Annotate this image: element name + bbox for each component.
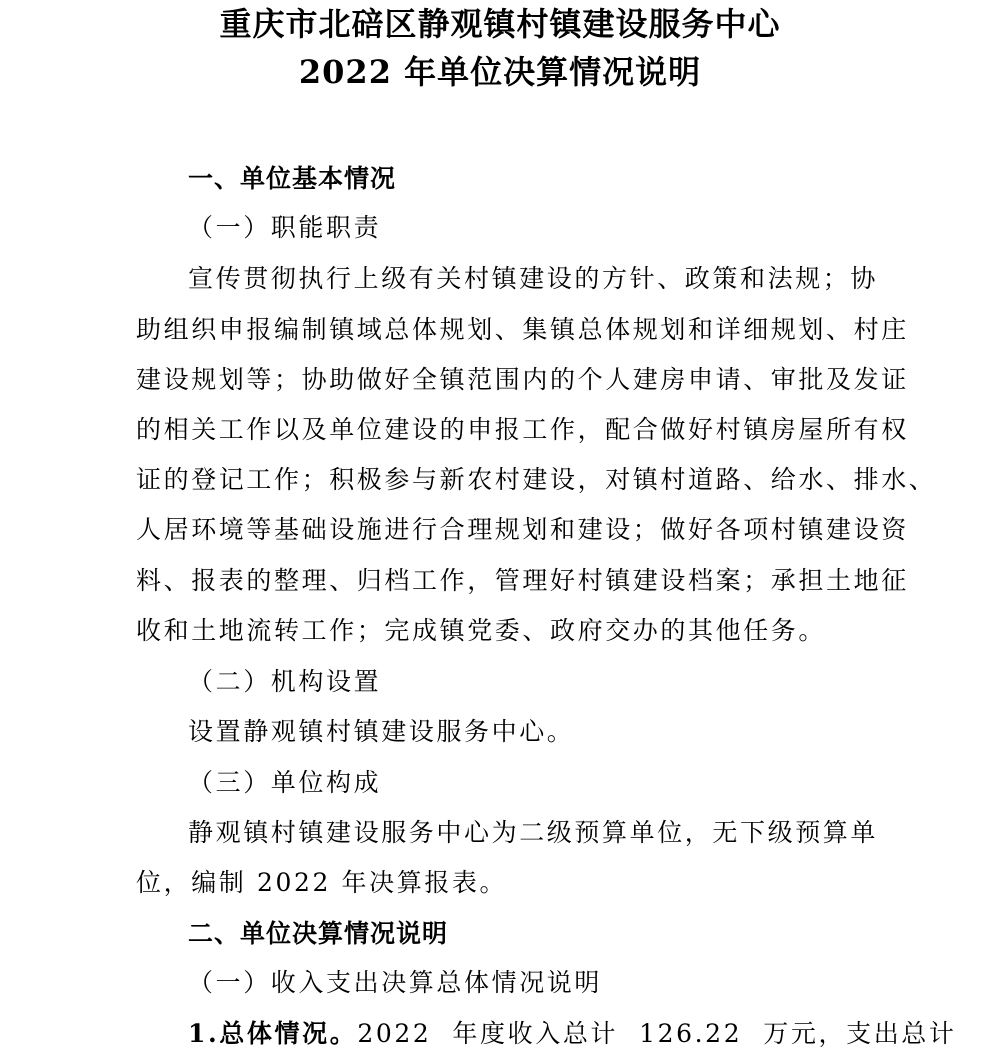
- functions-line-2: 助组织申报编制镇域总体规划、集镇总体规划和详细规划、村庄: [136, 315, 909, 344]
- functions-line-7: 料、报表的整理、归档工作，管理好村镇建设档案；承担土地征: [136, 566, 909, 595]
- document-title-line2: 2022 年单位决算情况说明: [298, 53, 702, 91]
- overall-paragraph-line-1: [188, 1018, 957, 1050]
- subheading-functions: （一）职能职责: [188, 213, 382, 242]
- subheading-composition: （三）单位构成: [188, 768, 382, 797]
- functions-line-5: 证的登记工作；积极参与新农村建设，对镇村道路、给水、排水、: [136, 465, 937, 494]
- organization-text: 设置静观镇村镇建设服务中心。: [188, 717, 575, 746]
- composition-line-2: 位，编制 2022 年决算报表。: [136, 868, 508, 897]
- functions-line-1: 宣传贯彻执行上级有关村镇建设的方针、政策和法规；协: [188, 264, 879, 293]
- functions-line-8: 收和土地流转工作；完成镇党委、政府交办的其他任务。: [136, 616, 827, 645]
- section-heading-basic-info: 一、单位基本情况: [188, 164, 397, 193]
- overall-text: 2022 年度收入总计 126.22 万元，支出总计: [357, 1019, 957, 1048]
- section-heading-final-accounts: 二、单位决算情况说明: [188, 919, 449, 948]
- subheading-organization: （二）机构设置: [188, 667, 382, 696]
- subheading-income-expenditure: （一）收入支出决算总体情况说明: [188, 968, 603, 997]
- document-title-line1: 重庆市北碚区静观镇村镇建设服务中心: [219, 5, 781, 43]
- composition-line-1: 静观镇村镇建设服务中心为二级预算单位，无下级预算单: [188, 818, 879, 847]
- functions-line-6: 人居环境等基础设施进行合理规划和建设；做好各项村镇建设资: [136, 515, 909, 544]
- overall-label: 1.总体情况。: [188, 1019, 358, 1048]
- functions-line-4: 的相关工作以及单位建设的申报工作，配合做好村镇房屋所有权: [136, 415, 909, 444]
- functions-line-3: 建设规划等；协助做好全镇范围内的个人建房申请、审批及发证: [136, 365, 909, 394]
